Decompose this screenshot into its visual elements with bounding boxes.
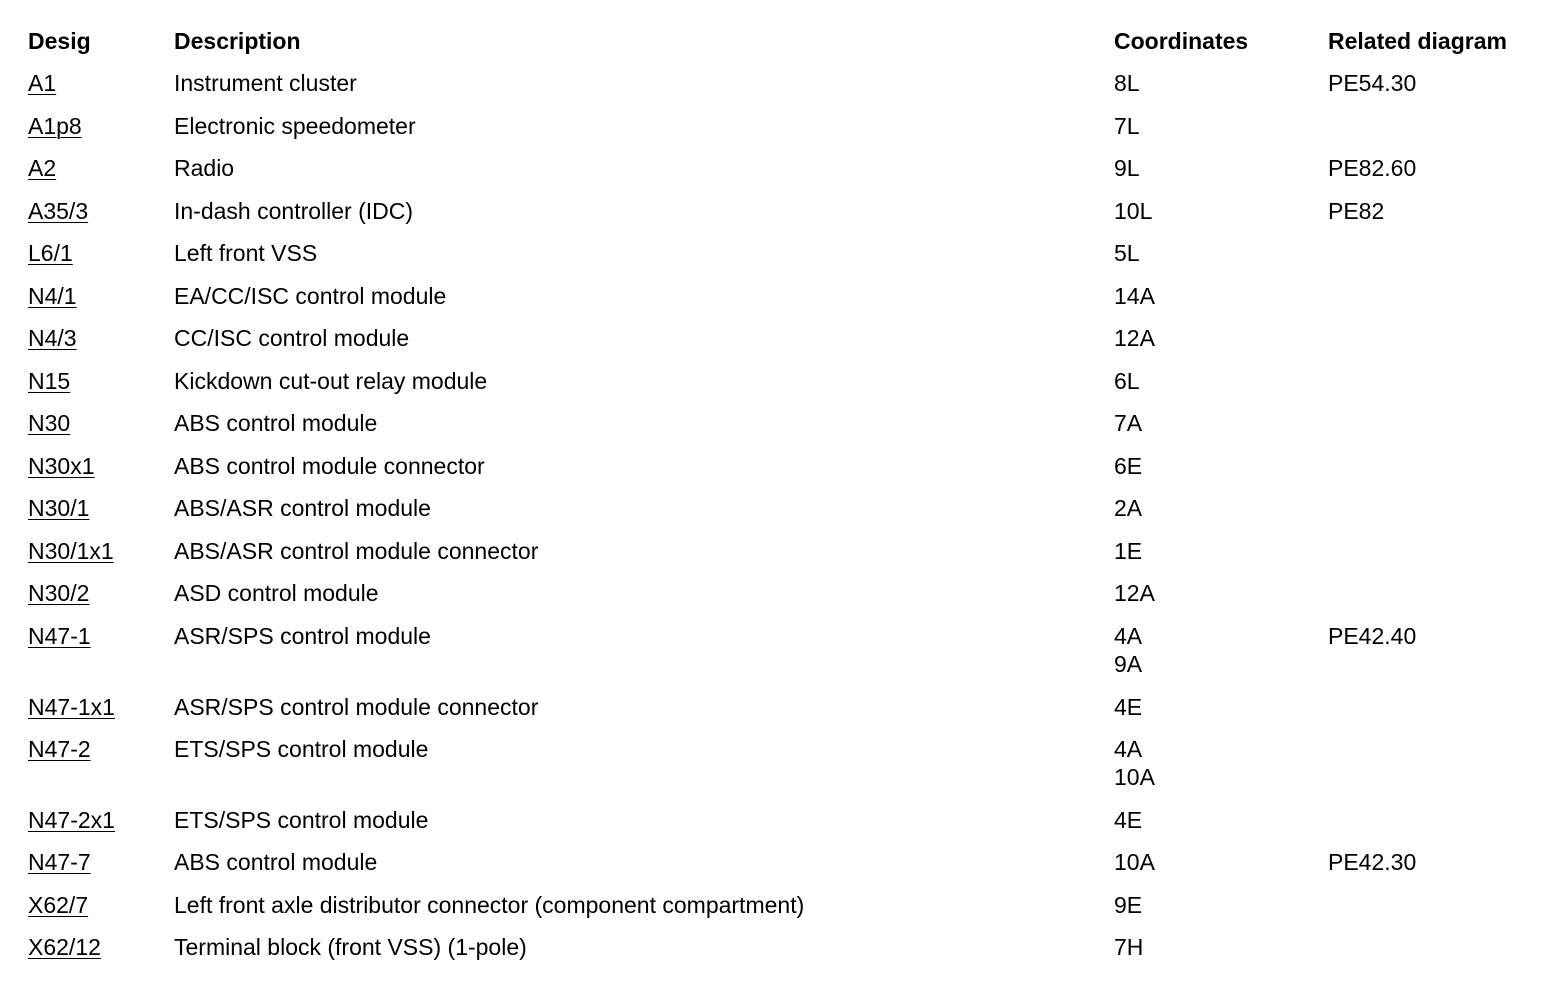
table-row (0, 891, 1568, 921)
description-cell: CC/ISC control module (174, 325, 410, 351)
coordinate-value: 7L (1114, 113, 1140, 139)
header-description: Description (174, 28, 301, 54)
description-cell: ABS control module connector (174, 453, 485, 479)
table-row (0, 579, 1568, 609)
description-cell: Left front axle distributor connector (component compartment) (174, 892, 805, 918)
table-row (0, 69, 1568, 99)
coordinate-value: 4E (1114, 694, 1143, 720)
table-row (0, 622, 1568, 682)
table-row (0, 806, 1568, 836)
description-cell: ASR/SPS control module connector (174, 694, 539, 720)
coordinates-cell (1114, 579, 1155, 607)
coordinates-cell (1114, 367, 1140, 395)
coordinates-cell (1114, 239, 1140, 267)
coordinates-cell (1114, 622, 1142, 678)
table-row (0, 409, 1568, 439)
description-cell: EA/CC/ISC control module (174, 283, 447, 309)
description-cell: ASD control module (174, 580, 379, 606)
table-row (0, 367, 1568, 397)
table-row (0, 693, 1568, 723)
desig-link[interactable]: N30/1x1 (28, 538, 114, 564)
coordinate-value: 6E (1114, 453, 1143, 479)
coordinates-cell (1114, 324, 1155, 352)
coordinate-value: 2A (1114, 495, 1143, 521)
coordinates-cell (1114, 282, 1155, 310)
table-row (0, 239, 1568, 269)
description-cell: ETS/SPS control module (174, 807, 429, 833)
table-row (0, 848, 1568, 878)
coordinates-cell (1114, 806, 1142, 834)
coordinates-cell (1114, 452, 1142, 480)
desig-link[interactable]: N4/1 (28, 283, 77, 309)
coordinates-cell (1114, 735, 1155, 791)
coordinate-value: 12A (1114, 580, 1155, 606)
description-cell: Radio (174, 155, 235, 181)
description-cell: Terminal block (front VSS) (1-pole) (174, 934, 527, 960)
table-row (0, 197, 1568, 227)
coordinate-value: 4E (1114, 807, 1143, 833)
related-diagram-cell: PE82 (1328, 198, 1385, 224)
table-row (0, 735, 1568, 795)
coordinate-value: 8L (1114, 70, 1140, 96)
desig-link[interactable]: X62/7 (28, 892, 89, 918)
coordinate-value: 7A (1114, 410, 1143, 436)
header-related-diagram: Related diagram (1328, 28, 1507, 54)
coordinate-value: 6L (1114, 368, 1140, 394)
coordinate-value: 10L (1114, 198, 1153, 224)
table-row (0, 494, 1568, 524)
coordinate-value: 5L (1114, 240, 1140, 266)
coordinates-cell (1114, 112, 1140, 140)
desig-link[interactable]: N30/1 (28, 495, 90, 521)
description-cell: ASR/SPS control module (174, 623, 431, 649)
coordinate-value: 1E (1114, 538, 1143, 564)
coordinate-value: 7H (1114, 934, 1144, 960)
coordinates-cell (1114, 154, 1140, 182)
coordinates-cell (1114, 693, 1142, 721)
table-row (0, 112, 1568, 142)
description-cell: Kickdown cut-out relay module (174, 368, 488, 394)
desig-link[interactable]: N47-2 (28, 736, 91, 762)
table-row (0, 282, 1568, 312)
description-cell: ABS/ASR control module (174, 495, 431, 521)
table-header (0, 27, 1568, 57)
coordinates-cell (1114, 197, 1152, 225)
coordinates-cell (1114, 537, 1142, 565)
coordinate-value: 10A (1114, 849, 1155, 875)
desig-link[interactable]: N47-7 (28, 849, 91, 875)
desig-link[interactable]: A1 (28, 70, 57, 96)
coordinates-cell (1114, 409, 1142, 437)
desig-link[interactable]: N15 (28, 368, 71, 394)
desig-link[interactable]: N30 (28, 410, 71, 436)
coordinates-cell (1114, 933, 1143, 961)
description-cell: ABS control module (174, 410, 378, 436)
coordinates-cell (1114, 891, 1142, 919)
coordinates-cell (1114, 848, 1155, 876)
table-row (0, 537, 1568, 567)
desig-link[interactable]: A35/3 (28, 198, 89, 224)
coordinate-value: 9E (1114, 892, 1143, 918)
table-row (0, 324, 1568, 354)
related-diagram-cell: PE42.40 (1328, 623, 1417, 649)
coordinates-cell (1114, 69, 1140, 97)
coordinate-value: 14A (1114, 283, 1155, 309)
related-diagram-cell: PE54.30 (1328, 70, 1417, 96)
coordinate-value: 10A (1114, 764, 1155, 790)
coordinate-value: 9A (1114, 651, 1143, 677)
desig-link[interactable]: N4/3 (28, 325, 77, 351)
related-diagram-cell: PE82.60 (1328, 155, 1417, 181)
related-diagram-cell: PE42.30 (1328, 849, 1417, 875)
description-cell: Left front VSS (174, 240, 318, 266)
desig-link[interactable]: A1p8 (28, 113, 82, 139)
table-row (0, 933, 1568, 963)
coordinate-value: 4A (1114, 623, 1143, 649)
desig-link[interactable]: N30x1 (28, 453, 95, 479)
desig-link[interactable]: N47-1x1 (28, 694, 115, 720)
table-row (0, 452, 1568, 482)
desig-link[interactable]: L6/1 (28, 240, 73, 266)
desig-link[interactable]: A2 (28, 155, 57, 181)
description-cell: ABS/ASR control module connector (174, 538, 539, 564)
table-row (0, 154, 1568, 184)
desig-link[interactable]: N47-2x1 (28, 807, 115, 833)
desig-link[interactable]: N47-1 (28, 623, 91, 649)
coordinate-value: 9L (1114, 155, 1140, 181)
coordinate-value: 12A (1114, 325, 1155, 351)
coordinates-cell (1114, 494, 1142, 522)
description-cell: ETS/SPS control module (174, 736, 429, 762)
desig-link[interactable]: X62/12 (28, 934, 101, 960)
desig-link[interactable]: N30/2 (28, 580, 90, 606)
header-desig: Desig (28, 28, 91, 54)
description-cell: ABS control module (174, 849, 378, 875)
header-coordinates: Coordinates (1114, 28, 1249, 54)
coordinate-value: 4A (1114, 736, 1143, 762)
description-cell: Electronic speedometer (174, 113, 416, 139)
description-cell: In-dash controller (IDC) (174, 198, 414, 224)
description-cell: Instrument cluster (174, 70, 357, 96)
